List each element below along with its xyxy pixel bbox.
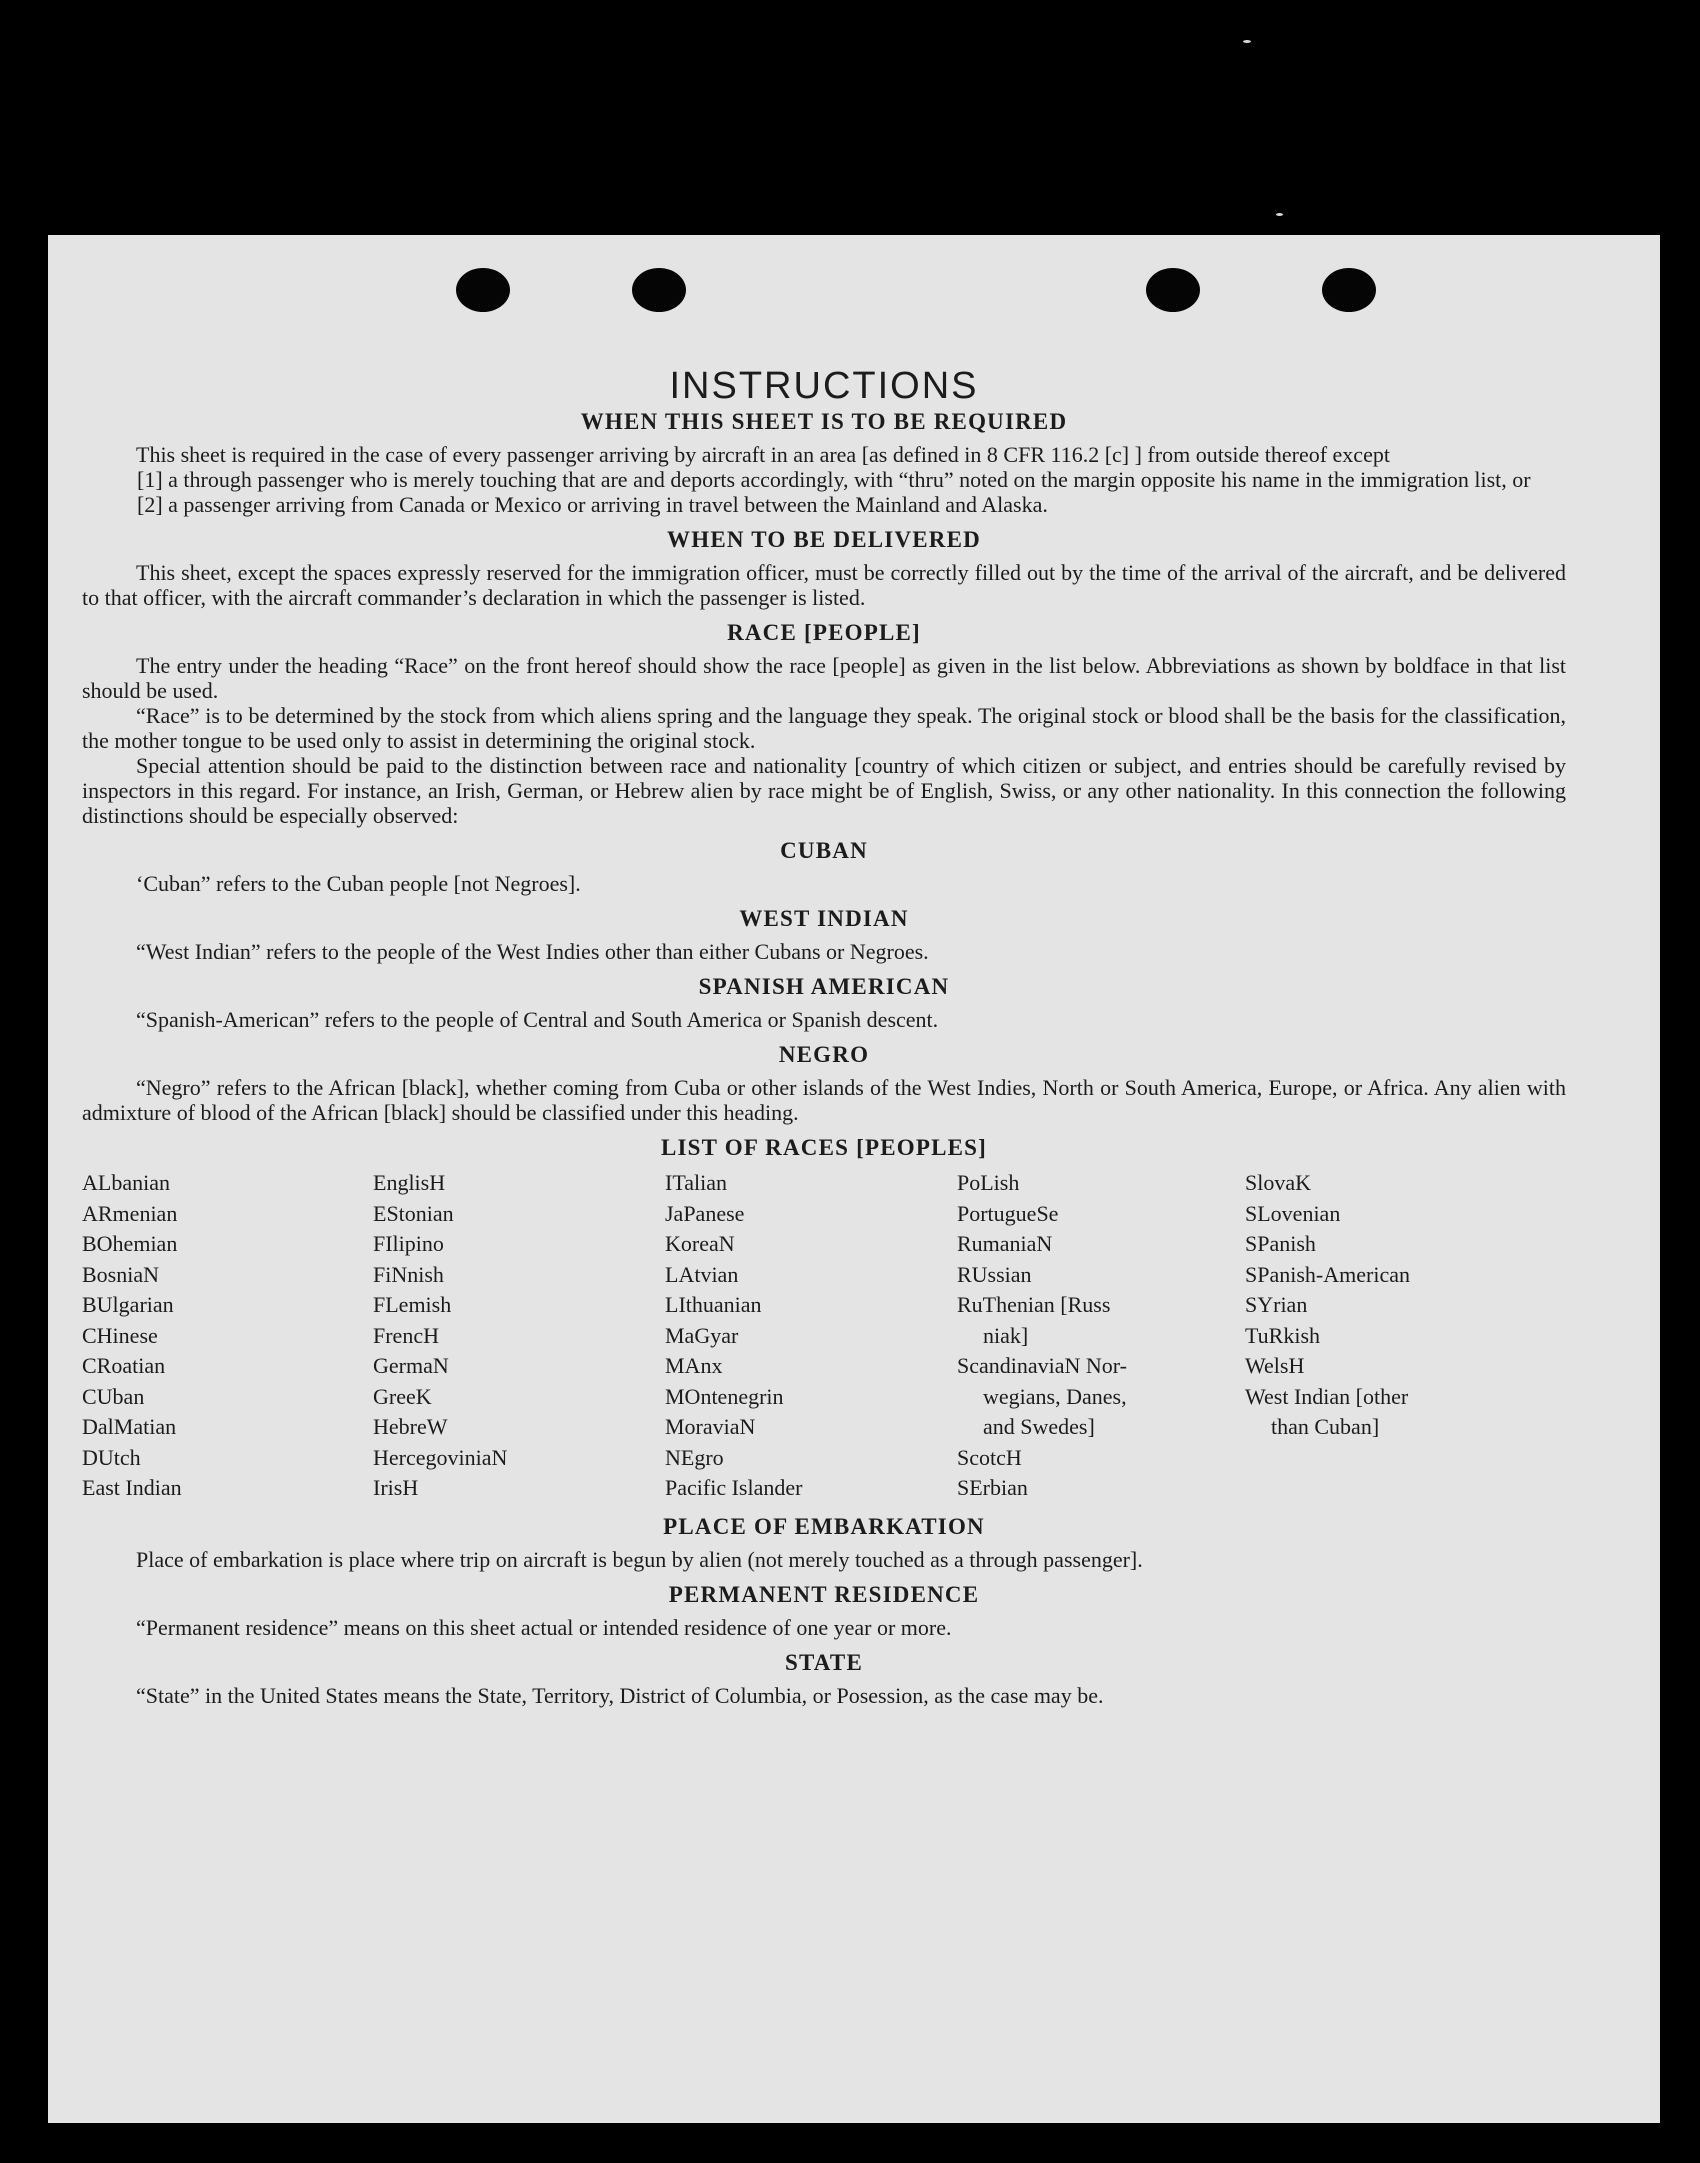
paragraph: “Negro” refers to the African [black], whether coming from Cuba or other islands of the West Indies, North or South America, Europe, or Africa. Any alien with admixture of blood of the African [black] should be classified under this heading. — [82, 1075, 1566, 1125]
race-entry: ITalian — [665, 1170, 727, 1195]
paragraph: This sheet, except the spaces expressly reserved for the immigration officer, must be correctly filled out by the time of the arrival of the aircraft, and be delivered to that officer, with the aircraft commander’s declaration in which the passenger is listed. — [82, 560, 1566, 610]
race-entry: NEgro — [665, 1444, 724, 1470]
races-list — [82, 1168, 1566, 1504]
punch-hole — [456, 268, 510, 312]
paragraph: “Race” is to be determined by the stock from which aliens spring and the language they speak. The original stock or blood shall be the basis for the classification, the mother tongue to be used only to assist in determining the original stock. — [82, 703, 1566, 753]
punch-hole — [1146, 268, 1200, 312]
races-column — [373, 1168, 665, 1504]
section-heading-race: RACE [PEOPLE] — [727, 620, 921, 645]
race-entry: and Swedes] — [983, 1414, 1095, 1439]
race-entry: ScandinaviaN Nor- — [957, 1353, 1128, 1378]
race-entry: MAnx — [665, 1353, 723, 1378]
race-entry: BosniaN — [82, 1261, 159, 1287]
race-entry: BOhemian — [82, 1231, 178, 1256]
race-entry: RUssian — [957, 1261, 1032, 1287]
race-entry: CRoatian — [82, 1353, 166, 1378]
race-entry: West Indian [other — [1245, 1383, 1409, 1409]
page-title: INSTRUCTIONS — [669, 365, 979, 407]
races-column — [665, 1168, 957, 1504]
race-entry: DalMatian — [82, 1414, 177, 1439]
race-entry: ALbanian — [82, 1170, 170, 1195]
race-entry: FLemish — [373, 1292, 452, 1317]
race-entry: SPanish-American — [1245, 1261, 1410, 1287]
races-column — [82, 1168, 373, 1504]
race-entry: SErbian — [957, 1475, 1028, 1500]
paragraph: “Spanish-American” refers to the people of Central and South America or Spanish descent. — [136, 1007, 939, 1032]
race-entry: RumaniaN — [957, 1231, 1053, 1256]
paragraph: The entry under the heading “Race” on the front hereof should show the race [people] as given in the list below. Abbreviations as shown by boldface in that list should be used. — [82, 653, 1566, 703]
section-heading-cuban: CUBAN — [780, 838, 868, 863]
races-list-heading: LIST OF RACES [PEOPLES] — [660, 1135, 988, 1160]
race-entry: wegians, Danes, — [983, 1383, 1127, 1409]
race-entry: MOntenegrin — [665, 1383, 784, 1409]
race-entry: niak] — [983, 1322, 1029, 1348]
exception-item: [1] a through passenger who is merely touching that are and deports accordingly, with “thru” noted on the margin opposite his name in the immigration list, or — [137, 467, 1531, 492]
race-entry: KoreaN — [665, 1231, 735, 1256]
section-heading-delivered: WHEN TO BE DELIVERED — [667, 527, 981, 552]
race-entry: EStonian — [373, 1200, 454, 1226]
paragraph: “Permanent residence” means on this sheet actual or intended residence of one year or more. — [136, 1614, 952, 1640]
paragraph: Special attention should be paid to the distinction between race and nationality [country of which citizen or subject, and entries should be carefully revised by inspectors in this regard. For instance, an Irish, German, or Hebrew alien by race might be of English, Swiss, or any other nationality. In this connection the following distinctions should be especially observed: — [82, 753, 1566, 828]
punch-hole — [1322, 268, 1376, 312]
scan-speck — [1243, 40, 1251, 43]
race-entry: WelsH — [1245, 1353, 1305, 1378]
race-entry: DUtch — [82, 1444, 141, 1470]
race-entry: ARmenian — [82, 1200, 178, 1226]
race-entry: RuThenian [Russ — [957, 1292, 1111, 1317]
race-entry: BUlgarian — [82, 1292, 174, 1317]
race-entry: MaGyar — [665, 1322, 739, 1348]
paragraph: This sheet is required in the case of every passenger arriving by aircraft in an area [as defined in 8 CFR 116.2 [c] ] from outside thereof except — [136, 442, 1390, 467]
paragraph: Place of embarkation is place where trip on aircraft is begun by alien (not merely touched as a through passenger]. — [136, 1546, 1143, 1572]
punch-hole — [632, 268, 686, 312]
race-entry: FiNnish — [373, 1261, 444, 1287]
race-entry: HercegoviniaN — [373, 1444, 508, 1470]
race-entry: GermaN — [373, 1353, 449, 1378]
section-heading-embarkation: PLACE OF EMBARKATION — [663, 1513, 985, 1539]
race-entry: SYrian — [1245, 1292, 1308, 1317]
races-column — [1245, 1168, 1566, 1504]
race-entry: FIlipino — [373, 1231, 444, 1256]
race-entry: GreeK — [373, 1383, 432, 1409]
race-entry: TuRkish — [1245, 1322, 1321, 1348]
race-entry: CHinese — [82, 1322, 158, 1348]
race-entry: CUban — [82, 1383, 145, 1409]
instructions-content — [82, 365, 1566, 1708]
section-heading-required: WHEN THIS SHEET IS TO BE REQUIRED — [580, 409, 1068, 434]
race-entry: LAtvian — [665, 1261, 739, 1287]
race-entry: JaPanese — [665, 1200, 745, 1226]
race-entry: SPanish — [1245, 1231, 1316, 1256]
race-entry: EnglisH — [373, 1170, 446, 1195]
race-entry: Pacific Islander — [665, 1475, 803, 1500]
race-entry: SlovaK — [1245, 1170, 1311, 1195]
race-entry: East Indian — [82, 1475, 182, 1500]
scan-speck — [1276, 213, 1283, 216]
paragraph: “State” in the United States means the State, Territory, District of Columbia, or Posession, as the case may be. — [136, 1682, 1104, 1708]
paragraph: “West Indian” refers to the people of the West Indies other than either Cubans or Negroes. — [136, 939, 929, 964]
section-heading-state: STATE — [784, 1649, 863, 1675]
race-entry: HebreW — [373, 1414, 448, 1439]
race-entry: FrencH — [373, 1322, 439, 1348]
race-entry: SLovenian — [1245, 1200, 1341, 1226]
races-column — [957, 1168, 1245, 1504]
race-entry: than Cuban] — [1271, 1414, 1380, 1439]
section-heading-spanish-american: SPANISH AMERICAN — [698, 974, 950, 999]
race-entry: PortugueSe — [957, 1200, 1059, 1226]
section-heading-residence: PERMANENT RESIDENCE — [668, 1581, 980, 1607]
exception-item: [2] a passenger arriving from Canada or Mexico or arriving in travel between the Mainland and Alaska. — [137, 492, 1048, 517]
paragraph: ‘Cuban” refers to the Cuban people [not Negroes]. — [136, 871, 581, 896]
race-entry: LIthuanian — [665, 1292, 762, 1317]
race-entry: MoraviaN — [665, 1414, 756, 1439]
section-heading-west-indian: WEST INDIAN — [739, 906, 909, 931]
race-entry: ScotcH — [957, 1444, 1022, 1470]
section-heading-negro: NEGRO — [778, 1042, 870, 1067]
race-entry: PoLish — [957, 1170, 1020, 1195]
race-entry: IrisH — [373, 1475, 419, 1500]
